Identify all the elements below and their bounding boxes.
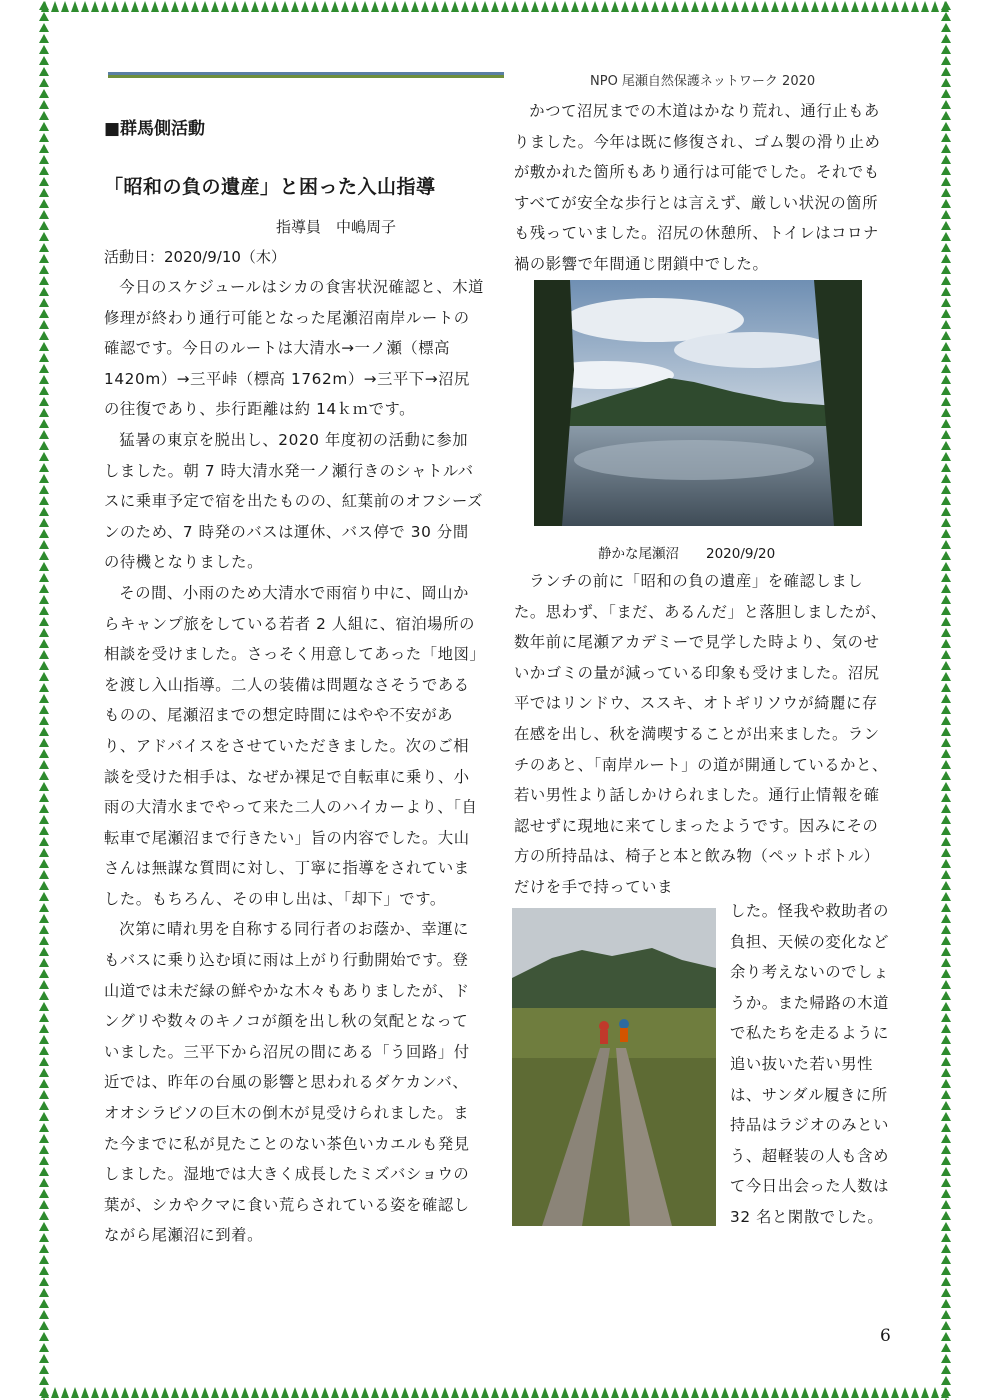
header-rule [108, 72, 504, 78]
tree-border-top [40, 0, 950, 16]
photo-caption: 静かな尾瀬沼 2020/9/20 [598, 546, 776, 562]
paragraph: ランチの前に「昭和の負の遺産」を確認しました。思わず、「まだ、あるんだ」と落胆しましたが、数年前に尾瀬アカデミーで見学した時より、気のせいかゴミの量が減っている印象も受けました。沼尻平ではリンドウ、ススキ、オトギリソウが綺麗に存在感を出し、秋を満喫することが出来ました。ランチのあと、「南岸ルート」の道が開通しているかと、若い男性より話しかけられました。通行止情報を確認せずに現地に来てしまったようです。因みにその方の所持品は、椅子と本と飲み物（ペットボトル）だけを手で持っていま [514, 572, 888, 896]
paragraph: その間、小雨のため大清水で雨宿り中に、岡山からキャンプ旅をしている若者 2 人組に、宿泊場所の相談を受けました。さっそく用意してあった「地図」を渡し入山指導。二人の装備は問題なさそうであるものの、尾瀬沼までの想定時間にはやや不安があり、アドバイスをさせていただきました。次のご相談を受けた相手は、なぜか裸足で自転車に乗り、小雨の大清水までやって来た二人のハイカーより、「自転車で尾瀬沼まで行きたい」旨の内容でした。大山さんは無謀な質問に対し、丁寧に指導をされていました。もちろん、その申し出は、「却下」です。 [104, 583, 478, 908]
activity-date: 活動日：2020/9/10（木） [104, 248, 286, 266]
paragraph: 猛暑の東京を脱出し、2020 年度初の活動に参加しました。朝 7 時大清水発一ノ瀬行きのシャトルバスに乗車予定で宿を出たものの、紅葉前のオフシーズンのため、7 時発のバスは運休、バス停で 30 分間の待機となりました。 [104, 430, 484, 572]
paragraph: かつて沼尻までの木道はかなり荒れ、通行止もありました。今年は既に修復され、ゴム製の滑り止めが敷かれた箇所もあり通行は可能でした。それでもすべてが安全な歩行とは言えず、厳しい状況の箇所も残っていました。沼尻の休憩所、トイレはコロナ禍の影響で年間通じ閉鎖中でした。 [514, 102, 881, 273]
tree-border-bottom [40, 1384, 950, 1400]
header-organization: NPO 尾瀬自然保護ネットワーク 2020 [590, 74, 816, 89]
right-column-top [514, 96, 892, 280]
right-column-middle [514, 566, 892, 903]
page-number: 6 [880, 1326, 891, 1346]
tree-border-left [36, 0, 52, 1400]
article-title: 「昭和の負の遺産」と困った入山指導 [104, 176, 436, 198]
article-byline: 指導員 中嶋周子 [276, 218, 397, 236]
section-label: ■群馬側活動 [104, 119, 206, 139]
paragraph: 次第に晴れ男を自称する同行者のお蔭か、幸運にもバスに乗り込む頃に雨は上がり行動開始です。登山道では未だ緑の鮮やかな木々もありましたが、ドングリや数々のキノコが顔を出し秋の気配となっていました。三平下から沼尻の間にある「う回路」付近では、昨年の台風の影響と思われるダケカンバ、オオシラビソの巨木の倒木が見受けられました。また今までに私が見たことのない茶色いカエルも発見しました。湿地では大きく成長したミズバショウの葉が、シカやクマに食い荒らされている姿を確認しながら尾瀬沼に到着。 [104, 920, 470, 1245]
left-column [104, 272, 484, 1251]
lake-photo [534, 280, 862, 526]
right-column-side [730, 896, 894, 1233]
paragraph: 今日のスケジュールはシカの食害状況確認と、木道修理が終わり通行可能となった尾瀬沼南岸ルートの確認です。今日のルートは大清水→一ノ瀬（標高 1420m）→三平峠（標高 1762m）→三平下→沼尻の往復であり、歩行距離は約 14ｋｍです。 [104, 278, 485, 419]
tree-border-right [938, 0, 954, 1400]
boardwalk-photo [512, 908, 716, 1226]
paragraph: した。怪我や救助者の負担、天候の変化など余り考えないのでしょうか。また帰路の木道で私たちを走るように追い抜いた若い男性は、サンダル履きに所持品はラジオのみという、超軽装の人も含めて今日出会った人数は 32 名と閑散でした。 [730, 902, 889, 1226]
